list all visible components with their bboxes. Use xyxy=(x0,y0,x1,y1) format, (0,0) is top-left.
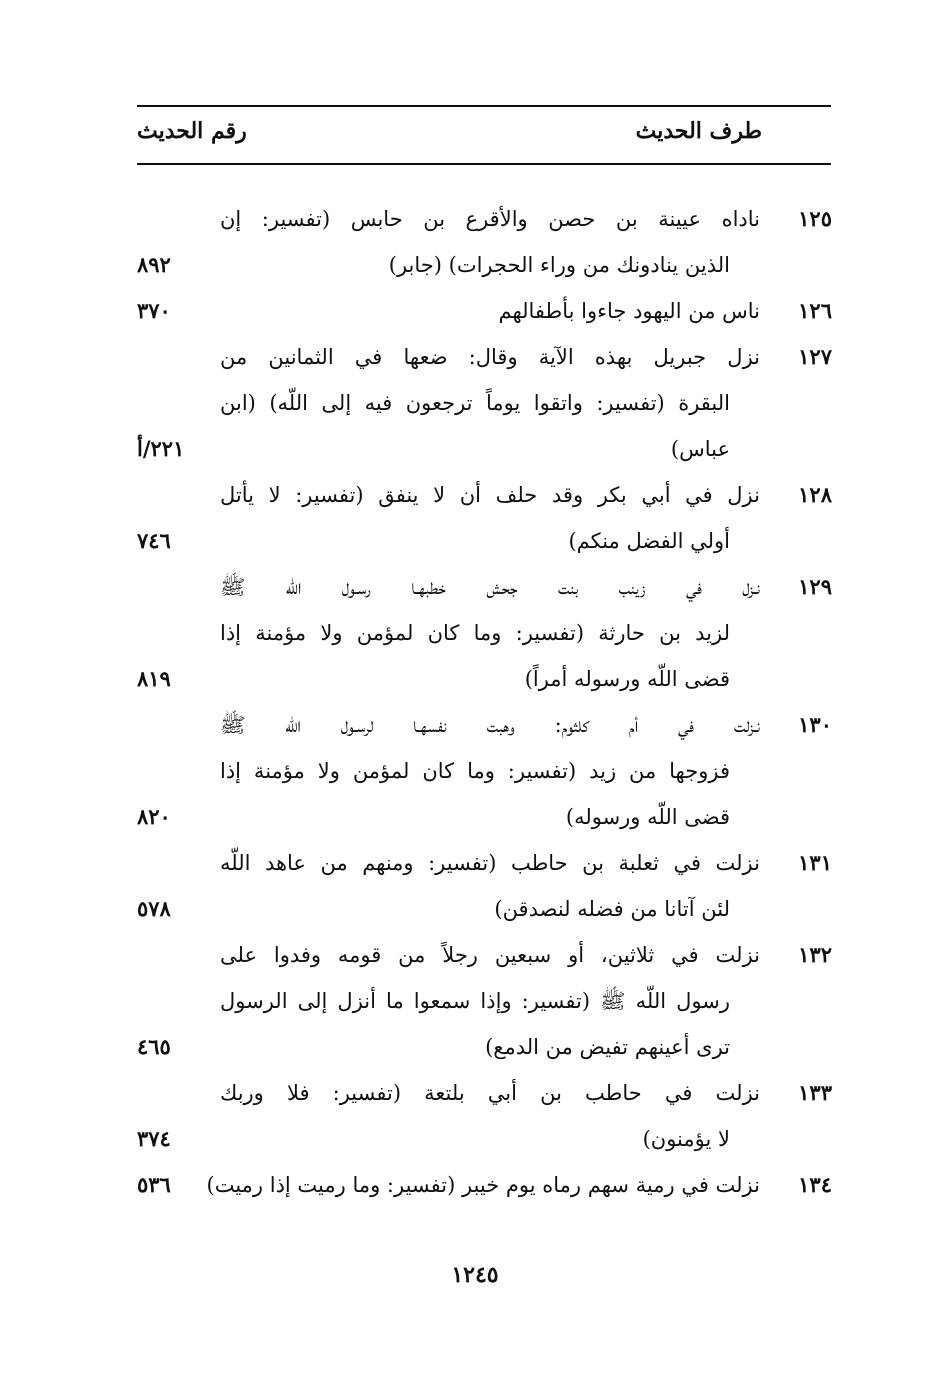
entry-number: ١٢٥ xyxy=(798,206,832,231)
index-entry xyxy=(0,932,950,1070)
entry-line xyxy=(0,196,950,242)
index-entry xyxy=(0,472,950,564)
entry-text: البقرة (تفسير: واتقوا يوماً ترجعون فيه إلى اللّه) (ابن xyxy=(220,391,730,415)
entry-text: نـزلت في أم كلثوم: وهبت نفسهـا لرسـول اللّه ﷺ xyxy=(220,713,760,737)
entry-line xyxy=(0,472,950,518)
index-entry xyxy=(0,1162,950,1208)
index-entry xyxy=(0,1070,950,1162)
hadith-number-ref: ٢٢١/أ xyxy=(137,436,185,461)
entry-line xyxy=(0,288,950,334)
entry-text: نـزل في زينب بنت جحش خطبهـا رسـول اللّه ﷺ xyxy=(220,575,760,599)
top-rule xyxy=(137,105,831,107)
hadith-number-ref: ٣٧٠ xyxy=(137,298,171,323)
entry-number: ١٢٧ xyxy=(798,344,832,369)
entry-line xyxy=(0,702,950,748)
entry-line xyxy=(0,380,950,426)
hadith-number-ref: ٨١٩ xyxy=(137,666,171,691)
hadith-number-ref: ٣٧٤ xyxy=(137,1126,171,1151)
entry-line xyxy=(0,564,950,610)
entry-text: قضى اللّه ورسوله أمراً) xyxy=(524,667,730,691)
entry-number: ١٢٨ xyxy=(798,482,832,507)
entry-text: نزلت في ثلاثين، أو سبعين رجلاً من قومه وفدوا على xyxy=(220,943,760,967)
entry-line xyxy=(0,518,950,564)
entry-line xyxy=(0,656,950,702)
entry-line xyxy=(0,426,950,472)
entry-line xyxy=(0,1162,950,1208)
index-entry xyxy=(0,840,950,932)
entry-text: لزيد بن حارثة (تفسير: وما كان لمؤمن ولا مؤمنة إذا xyxy=(220,621,730,645)
entry-number: ١٢٩ xyxy=(798,574,832,599)
entry-line xyxy=(0,1116,950,1162)
entry-line xyxy=(0,610,950,656)
index-entry xyxy=(0,288,950,334)
page-number: ١٢٤٥ xyxy=(451,1262,499,1288)
entry-number: ١٣٣ xyxy=(798,1080,832,1105)
entry-number: ١٣٠ xyxy=(798,712,832,737)
entry-text: نزل جبريل بهذه الآية وقال: ضعها في الثمانين من xyxy=(220,345,760,369)
entry-text: الذين ينادونك من وراء الحجرات) (جابر) xyxy=(388,253,730,277)
entry-text: نزلت في رمية سهم رماه يوم خيبر (تفسير: وما رميت إذا رميت) xyxy=(206,1173,760,1197)
entry-text: لئن آتانا من فضله لنصدقن) xyxy=(494,897,730,921)
index-entry xyxy=(0,334,950,472)
entry-line xyxy=(0,1024,950,1070)
column-header-hadith-number: رقم الحديث xyxy=(137,118,247,144)
entry-number: ١٣٤ xyxy=(798,1172,832,1197)
entry-text: رسول اللّه ﷺ (تفسير: وإذا سمعوا ما أنزل إلى الرسول xyxy=(220,989,730,1013)
entry-line xyxy=(0,794,950,840)
entry-number: ١٣٢ xyxy=(798,942,832,967)
entry-text: قضى اللّه ورسوله) xyxy=(565,805,730,829)
entry-line xyxy=(0,334,950,380)
entry-text: نزل في أبي بكر وقد حلف أن لا ينفق (تفسير: لا يأتل xyxy=(220,483,760,507)
entry-text: فزوجها من زيد (تفسير: وما كان لمؤمن ولا مؤمنة إذا xyxy=(220,759,730,783)
entry-line xyxy=(0,748,950,794)
entry-text: ناداه عيينة بن حصن والأقرع بن حابس (تفسير: إن xyxy=(220,207,760,231)
hadith-number-ref: ٤٦٥ xyxy=(137,1034,171,1059)
entry-line xyxy=(0,932,950,978)
index-entry xyxy=(0,702,950,840)
index-entry xyxy=(0,564,950,702)
entry-text: لا يؤمنون) xyxy=(642,1127,730,1151)
entry-text: نزلت في حاطب بن أبي بلتعة (تفسير: فلا وربك xyxy=(220,1081,760,1105)
entry-line xyxy=(0,840,950,886)
hadith-number-ref: ٧٤٦ xyxy=(137,528,171,553)
entry-number: ١٢٦ xyxy=(798,298,832,323)
entry-text: ناس من اليهود جاءوا بأطفالهم xyxy=(498,299,760,323)
hadith-number-ref: ٨٩٢ xyxy=(137,252,171,277)
entry-text: عباس) xyxy=(670,437,730,461)
entry-line xyxy=(0,242,950,288)
hadith-number-ref: ٨٢٠ xyxy=(137,804,171,829)
index-entry xyxy=(0,196,950,288)
entry-line xyxy=(0,1070,950,1116)
header-rule xyxy=(137,163,831,165)
column-header-hadith-text: طرف الحديث xyxy=(635,118,762,144)
entry-text: ترى أعينهم تفيض من الدمع) xyxy=(485,1035,730,1059)
hadith-number-ref: ٥٣٦ xyxy=(137,1172,171,1197)
entry-line xyxy=(0,886,950,932)
index-entries xyxy=(0,196,950,1208)
entry-line xyxy=(0,978,950,1024)
entry-number: ١٣١ xyxy=(798,850,832,875)
entry-text: أولي الفضل منكم) xyxy=(568,529,730,553)
entry-text: نزلت في ثعلبة بن حاطب (تفسير: ومنهم من عاهد اللّه xyxy=(220,851,760,875)
hadith-number-ref: ٥٧٨ xyxy=(137,896,171,921)
